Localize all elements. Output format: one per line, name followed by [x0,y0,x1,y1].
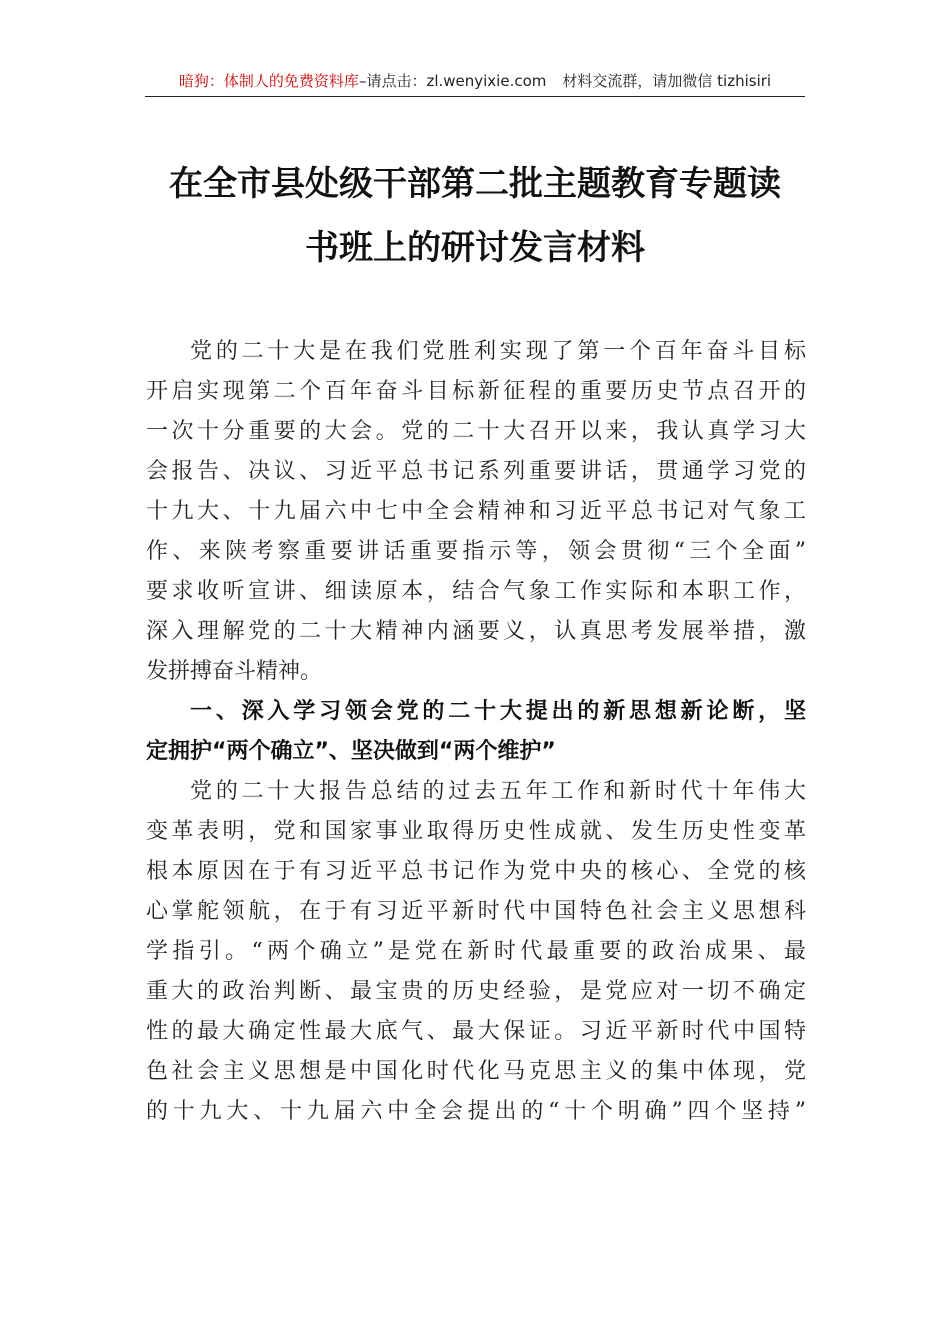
header-contact: 材料交流群，请加微信 tizhisiri [562,72,772,90]
paragraph-line: 党的二十大报告总结的过去五年工作和新时代十年伟大 [190,779,806,804]
paragraph-line: 一次十分重要的大会。党的二十大召开以来，我认真学习大 [146,419,806,444]
paragraph-line: 心掌舵领航，在于有习近平新时代中国特色社会主义思想科 [146,899,806,924]
paragraph-line: 重大的政治判断、最宝贵的历史经验，是党应对一切不确定 [146,979,806,1004]
section-heading-1 [146,692,806,772]
paragraph-line: 作、来陕考察重要讲话重要指示等，领会贯彻“三个全面” [146,539,806,564]
paragraph-line: 根本原因在于有习近平总书记作为党中央的核心、全党的核 [146,859,806,884]
paragraph-section-1 [146,772,806,1132]
paragraph-line: 的十九大、十九届六中全会提出的“十个明确”四个坚持” [146,1099,806,1124]
title-line-1: 在全市县处级干部第二批主题教育专题读 [169,164,781,204]
paragraph-line: 发拼搏奋斗精神。 [146,659,323,684]
paragraph-line: 党的二十大是在我们党胜利实现了第一个百年奋斗目标 [190,339,806,364]
paragraph-line: 变革表明，党和国家事业取得历史性成就、发生历史性变革 [146,819,806,844]
paragraph-intro [146,332,806,692]
header-site-name: 暗狗：体制人的免费资料库 [178,72,359,90]
document-title [120,152,830,280]
heading-line: 一、深入学习领会党的二十大提出的新思想新论断，坚 [190,699,806,724]
heading-line: 定拥护“两个确立”、坚决做到“两个维护” [146,739,556,764]
header-url-link[interactable]: zl.wenyixie.com [426,72,547,90]
paragraph-line: 十九大、十九届六中七中全会精神和习近平总书记对气象工 [146,499,806,524]
document-body [146,332,806,1132]
paragraph-line: 要求收听宣讲、细读原本，结合气象工作实际和本职工作， [146,579,806,604]
paragraph-line: 会报告、决议、习近平总书记系列重要讲话，贯通学习党的 [146,459,806,484]
paragraph-line: 深入理解党的二十大精神内涵要义，认真思考发展举措，激 [146,619,806,644]
title-line-2: 书班上的研讨发言材料 [305,228,645,268]
paragraph-line: 学指引。“两个确立”是党在新时代最重要的政治成果、最 [146,939,806,964]
page-header [145,70,805,97]
paragraph-line: 色社会主义思想是中国化时代化马克思主义的集中体现，党 [146,1059,806,1084]
paragraph-line: 开启实现第二个百年奋斗目标新征程的重要历史节点召开的 [146,379,806,404]
header-prompt: –请点击： [358,72,427,90]
paragraph-line: 性的最大确定性最大底气、最大保证。习近平新时代中国特 [146,1019,806,1044]
